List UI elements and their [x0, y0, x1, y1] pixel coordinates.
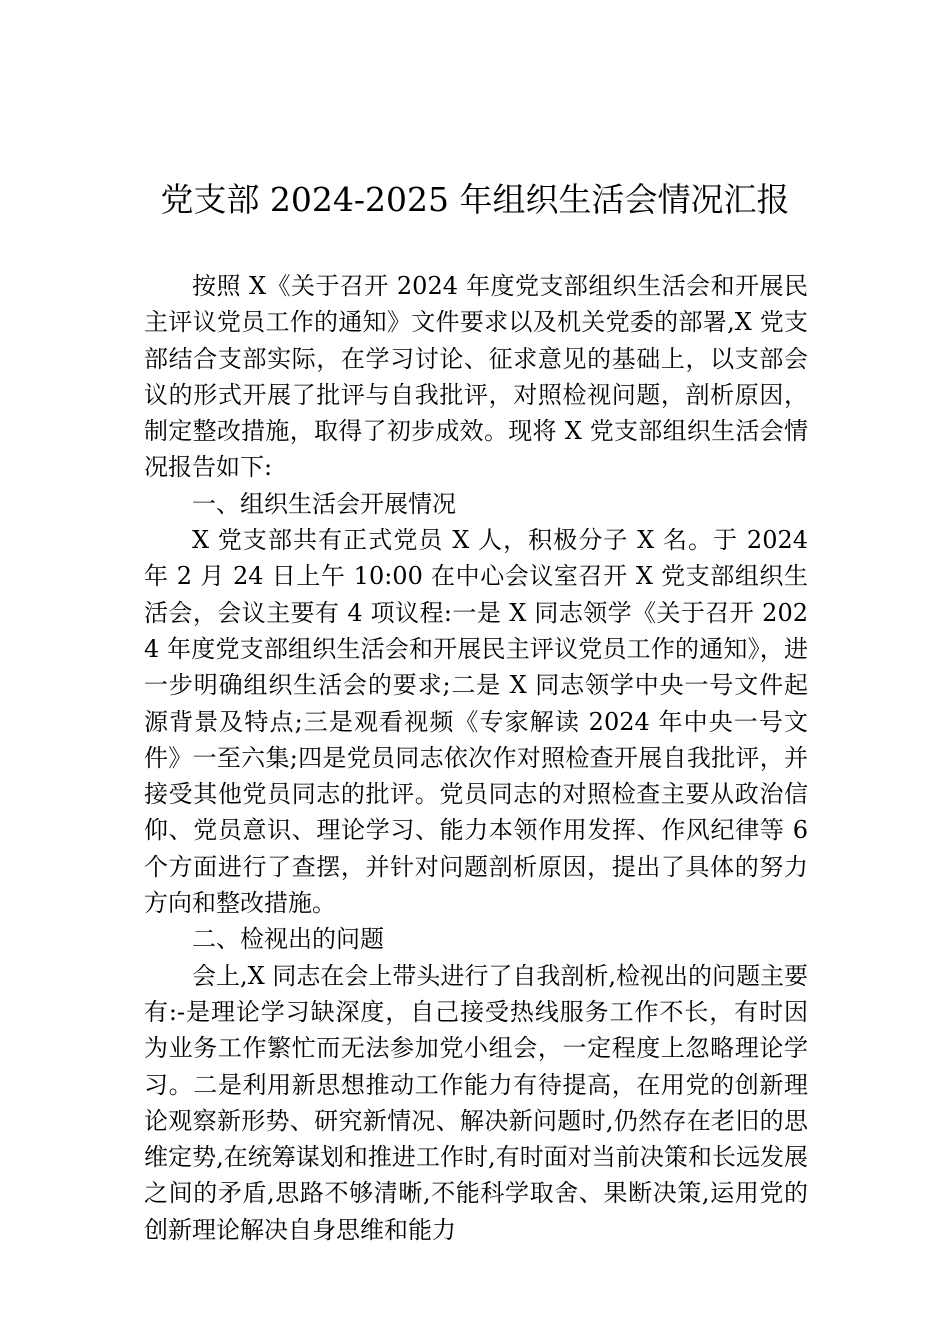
section-heading-1: 一、组织生活会开展情况 — [192, 489, 456, 518]
document-body — [144, 268, 808, 1248]
section-heading-2: 二、检视出的问题 — [192, 925, 384, 954]
paragraph-section-2: 会上,X 同志在会上带头进行了自我剖析,检视出的问题主要有:-是理论学习缺深度，自己接受热线服务工作不长，有时因为业务工作繁忙而无法参加党小组会，一定程度上忽略理论学习。二是利用新思想推动工作能力有待提高，在用党的创新理论观察新形势、研究新情况、解决新问题时,仍然存在老旧的思维定势,在统筹谋划和推进工作时,有时面对当前决策和长远发展之间的矛盾,思路不够清晰,不能科学取舍、果断决策,运用党的创新理论解决自身思维和能力 — [144, 961, 808, 1244]
document-title: 党支部 2024-2025 年组织生活会情况汇报 — [160, 180, 790, 219]
paragraph-intro: 按照 X《关于召开 2024 年度党支部组织生活会和开展民主评议党员工作的通知》文件要求以及机关党委的部署,X 党支部结合支部实际，在学习讨论、征求意见的基础上，以支部会议的形式开展了批评与自我批评，对照检视问题，剖析原因，制定整改措施，取得了初步成效。现将 X 党支部组织生活会情况报告如下: — [144, 272, 808, 482]
paragraph-section-1: X 党支部共有正式党员 X 人，积极分子 X 名。于 2024 年 2 月 24 日上午 10:00 在中心会议室召开 X 党支部组织生活会，会议主要有 4 项议程:一是 X 同志领学《关于召开 2024 年度党支部组织生活会和开展民主评议党员工作的通知》，进一步明确组织生活会的要求;二是 X 同志领学中央一号文件起源背景及特点;三是观看视频《专家解读 2024 年中央一号文件》一至六集;四是党员同志依次作对照检查开展自我批评，并接受其他党员同志的批评。党员同志的对照检查主要从政治信仰、党员意识、理论学习、能力本领作用发挥、作风纪律等 6 个方面进行了查摆，并针对问题剖析原因，提出了具体的努力方向和整改措施。 — [144, 526, 808, 918]
